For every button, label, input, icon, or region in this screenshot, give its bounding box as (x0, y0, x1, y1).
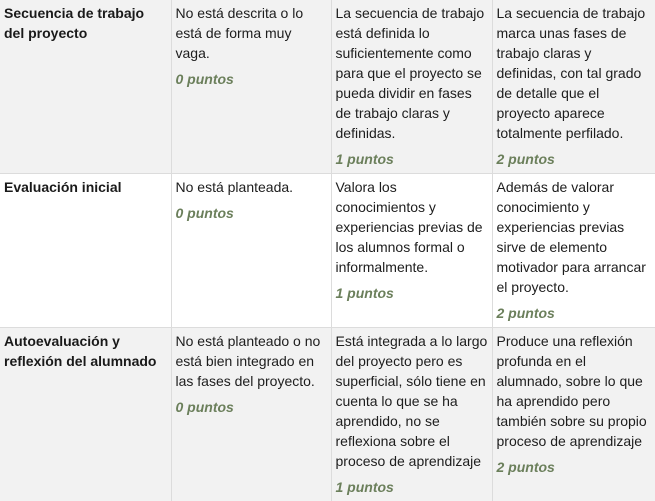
level-cell (171, 328, 331, 501)
level-cell (492, 174, 655, 328)
level-score: 0 puntos (176, 397, 327, 417)
level-score: 2 puntos (497, 457, 652, 477)
table-row (0, 0, 655, 174)
level-score: 1 puntos (336, 283, 488, 303)
level-description: Está integrada a lo largo del proyecto pero es superficial, sólo tiene en cuenta lo que se ha aprendido, no se reflexiona sobre el proceso de aprendizaje (336, 331, 488, 471)
level-score: 2 puntos (497, 149, 652, 169)
level-description: No está planteada. (176, 177, 327, 197)
level-score: 1 puntos (336, 149, 488, 169)
level-description: No está planteado o no está bien integrado en las fases del proyecto. (176, 331, 327, 391)
level-cell (492, 0, 655, 174)
level-cell (331, 174, 492, 328)
level-score: 0 puntos (176, 69, 327, 89)
criterion-cell: Autoevaluación y reflexión del alumnado (0, 328, 171, 501)
table-row (0, 174, 655, 328)
level-cell (492, 328, 655, 501)
level-description: La secuencia de trabajo está definida lo suficientemente como para que el proyecto se pueda dividir en fases de trabajo claras y definidas. (336, 3, 488, 143)
level-cell (171, 174, 331, 328)
level-description: La secuencia de trabajo marca unas fases de trabajo claras y definidas, con tal grado de detalle que el proyecto aparece totalmente perfilado. (497, 3, 652, 143)
level-cell (171, 0, 331, 174)
level-score: 1 puntos (336, 477, 488, 497)
level-cell (331, 328, 492, 501)
criterion-cell: Evaluación inicial (0, 174, 171, 328)
level-description: No está descrita o lo está de forma muy vaga. (176, 3, 327, 63)
level-description: Además de valorar conocimiento y experiencias previas sirve de elemento motivador para arrancar el proyecto. (497, 177, 652, 297)
level-description: Produce una reflexión profunda en el alumnado, sobre lo que ha aprendido pero también sobre su propio proceso de aprendizaje (497, 331, 652, 451)
level-cell (331, 0, 492, 174)
level-description: Valora los conocimientos y experiencias previas de los alumnos formal o informalmente. (336, 177, 488, 277)
criterion-cell: Secuencia de trabajo del proyecto (0, 0, 171, 174)
level-score: 2 puntos (497, 303, 652, 323)
table-row (0, 328, 655, 501)
level-score: 0 puntos (176, 203, 327, 223)
